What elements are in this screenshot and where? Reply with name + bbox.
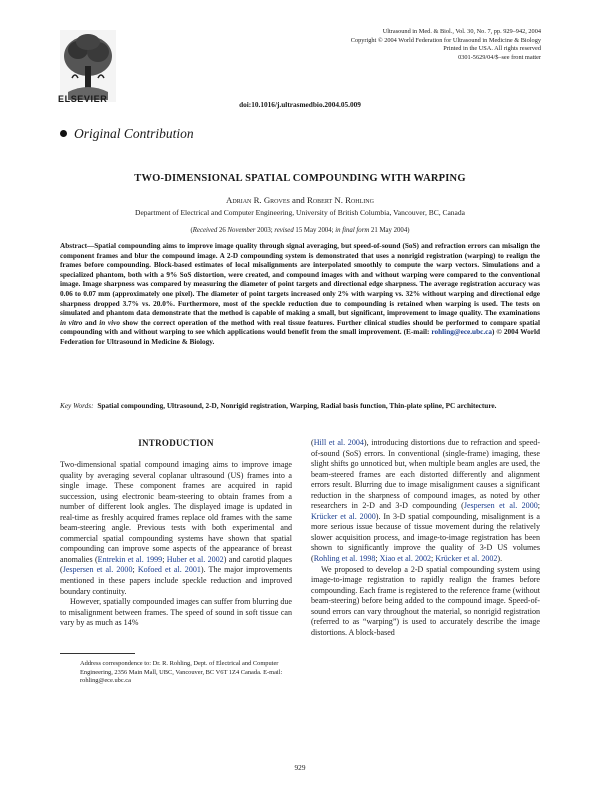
- received-label: Received: [192, 227, 218, 234]
- bullet-icon: [60, 130, 67, 137]
- left-paragraph-1: [60, 460, 292, 597]
- left-column: [60, 460, 292, 629]
- journal-copyright: Copyright © 2004 World Federation for Ultrasound in Medicine & Biology: [350, 36, 541, 44]
- abstract: [60, 242, 540, 348]
- sep: ;: [132, 565, 138, 575]
- journal-printed: Printed in the USA. All rights reserved: [443, 45, 541, 53]
- citation-link[interactable]: Rohling et al. 1998: [313, 554, 376, 564]
- right-column: [311, 438, 540, 638]
- sep: ;: [537, 501, 541, 511]
- received-month: November: [227, 227, 256, 234]
- section-label: [60, 126, 194, 142]
- right-paragraph-1: (Hill et al. 2004), introducing distortions due to refraction and speed-of-sound (SoS) errors. In conventional (single-frame) imaging, these slight shifts go unnoticed but, when multiple beam angles are used, the beam-steered frames are each distorted differently and alignment errors result. Blurring due to image misalignment causes a significant reduction in the sharpness of compound images, as noted by other researchers in 2-D and 3-D compounding (Jespersen et al. 2000; Krücker et al. 2000). In 3-D spatial compounding, misalignment is a more serious issue because of tissue movement during the relatively slower acquisition process, and image-to-image registration has been shown to significantly improve the quality of 3-D US volumes (Rohling et al. 1998; Xiao et al. 2002; Krücker et al. 2002).: [311, 438, 541, 564]
- citation-link[interactable]: Krücker et al. 2002: [435, 554, 498, 564]
- journal-info: [221, 28, 541, 62]
- left-p1-text: Two-dimensional spatial compound imaging aims to improve image quality by averaging several coplanar ultrasound (US) frames into a single image. These component frames are acquired in rapid succession, using electronic beam-steering to obtain frames from a number of different look angles. The displayed image is updated in real-time as freshly acquired frames replace old frames with the same beam-steering angle. Previous tests with both experimental and commercial spatial compounding systems have shown that spatial compounding can improve some aspects of the appearance of breast anomalies (: [60, 460, 292, 564]
- keywords: [60, 402, 540, 412]
- abstract-text-2: show the correct operation of the method with real tissue features. Further clinical studies should be performed to compare spatial compounding with and without warping to see which applications would benefit from the small improvement. (E-mail:: [60, 318, 540, 337]
- right-p1-text: ), introducing distortions due to refraction and speed-of-sound (SoS) errors. In conventional (single-frame) imaging, these slight shifts go unnoticed but, when multiple beam angles are used, the beam-steered frames are each distorted differently and alignment errors result. Blurring due to image misalignment causes a significant reduction in the sharpness of compound images, as noted by other researchers in 2-D and 3-D compounding (: [311, 438, 540, 511]
- left-p1-mid: ) and carotid plaques (: [60, 554, 292, 575]
- doi: doi:10.1016/j.ultrasmedbio.2004.05.009: [239, 100, 361, 109]
- citation-link[interactable]: Kofoed et al. 2001: [137, 565, 201, 575]
- author-2: Robert N. Rohling: [306, 195, 374, 205]
- journal-citation: Ultrasound in Med. & Biol., Vol. 30, No. 7, pp. 929–942, 2004: [382, 28, 541, 35]
- abstract-in-vivo: in vivo: [99, 318, 120, 327]
- abstract-in-vitro: in vitro: [60, 318, 83, 327]
- citation-link[interactable]: Krücker et al. 2000: [311, 511, 376, 521]
- footnote-divider: [60, 653, 135, 654]
- abstract-text: Abstract—Spatial compounding aims to improve image quality through signal averaging, but speed-of-sound (SoS) and refraction errors can misalign the component frames and blur the compound image. A 2-D compounding system is demonstrated that uses a nonrigid registration (warping) to realign the frames before compounding. Block-based estimates of local misalignments are interpolated smoothly to compute the warp vectors. Simulations and a specialized phantom, both with a 9% SoS distortion, were created, and compound images with and without warping were compared to the conventional image. Image sharpness was compared by measuring the diameter of point targets and directional edge sharpness. The average registration accuracy was 0.06 to 0.07 mm (approximately one pixel). The diameter of point targets increased only 2% with warping vs. 32% without warping and directional edge sharpness dropped 3.7% vs. 20.0%. Furthermore, most of the speckle reduction due to compounding is retained when warping is used. The tests on simulated and phantom data demonstrate that the method is capable of making a small, but significant, improvement to image quality. The examinations: [60, 242, 540, 318]
- author-and: and: [289, 195, 307, 205]
- section-text: Original Contribution: [74, 126, 194, 141]
- received-dates: (Received 26 November 2003; revised 15 May 2004; in final form 21 May 2004): [190, 227, 410, 234]
- page-number: 929: [294, 763, 306, 772]
- received-year: 2003;: [255, 227, 275, 234]
- citation-link[interactable]: Xiao et al. 2002: [379, 554, 432, 564]
- citation-link[interactable]: Jespersen et al. 2000: [463, 501, 538, 511]
- revised-label: revised: [274, 227, 294, 234]
- abstract-email-link[interactable]: rohling@ece.ubc.ca: [431, 328, 492, 337]
- sep: ;: [431, 554, 436, 564]
- final-label: in final form: [335, 227, 370, 234]
- publisher-name: ELSEVIER: [58, 94, 108, 104]
- left-p1-end: ). The major improvements mentioned in these papers include speckle reduction and improved boundary continuity.: [60, 565, 293, 596]
- revised-date: 15 May 2004;: [293, 227, 336, 234]
- sep: ;: [162, 554, 167, 564]
- right-p1-text-b: ). In 3-D spatial compounding, misalignment is a more serious issue because of tissue movement during the relatively slower acquisition process, and image-to-image registration has been shown to significantly improve the quality of 3-D US volumes (: [311, 511, 540, 564]
- citation-link[interactable]: Huber et al. 2002: [166, 554, 224, 564]
- final-date: 21 May 2004: [369, 227, 408, 234]
- received-day: 26: [217, 227, 228, 234]
- journal-issn: 0301-5629/04/$–see front matter: [458, 53, 541, 61]
- author-1: Adrian R. Groves: [226, 195, 290, 205]
- right-paragraph-2: We proposed to develop a 2-D spatial compounding system using image-to-image registration to rapidly realign the frames before compounding. Each frame is registered to the reference frame (without beam-steering) before being added to the compound image. Speed-of-sound errors can vary throughout the material, so nonrigid registration (referred to as “warping”) is used to accurately describe the image distortions. A block-based: [311, 564, 540, 637]
- citation-link[interactable]: Jespersen et al. 2000: [62, 565, 133, 575]
- sep: ;: [375, 554, 380, 564]
- intro-heading: INTRODUCTION: [138, 438, 214, 448]
- abstract-and: and: [82, 318, 100, 327]
- footnote: Address correspondence to: Dr. R. Rohling, Dept. of Electrical and Computer Engineering, 2356 Main Mall, UBC, Vancouver, BC V6T 1Z4 Canada. E-mail: rohling@ece.ubc.ca: [80, 660, 283, 685]
- paper-title: TWO-DIMENSIONAL SPATIAL COMPOUNDING WITH WARPING: [134, 173, 466, 184]
- left-paragraph-2: However, spatially compounded images can suffer from blurring due to misalignment between frames. The speed of sound in soft tissue can vary by as much as 14%: [60, 597, 292, 628]
- right-p1-end: ).: [497, 554, 503, 564]
- authors: [0, 195, 600, 205]
- citation-link[interactable]: Hill et al. 2004: [313, 438, 364, 447]
- keywords-list: Spatial compounding, Ultrasound, 2-D, Nonrigid registration, Warping, Radial basis function, Thin-plate spline, PC architecture.: [97, 402, 497, 410]
- abstract-text-3: ) © 2004 World Federation for Ultrasound in Medicine & Biology.: [60, 328, 540, 346]
- citation-link[interactable]: Entrekin et al. 1999: [97, 554, 163, 564]
- keywords-label: Key Words:: [60, 402, 94, 410]
- affiliation: Department of Electrical and Computer Engineering, University of British Columbia, Vancouver, BC, Canada: [135, 208, 465, 217]
